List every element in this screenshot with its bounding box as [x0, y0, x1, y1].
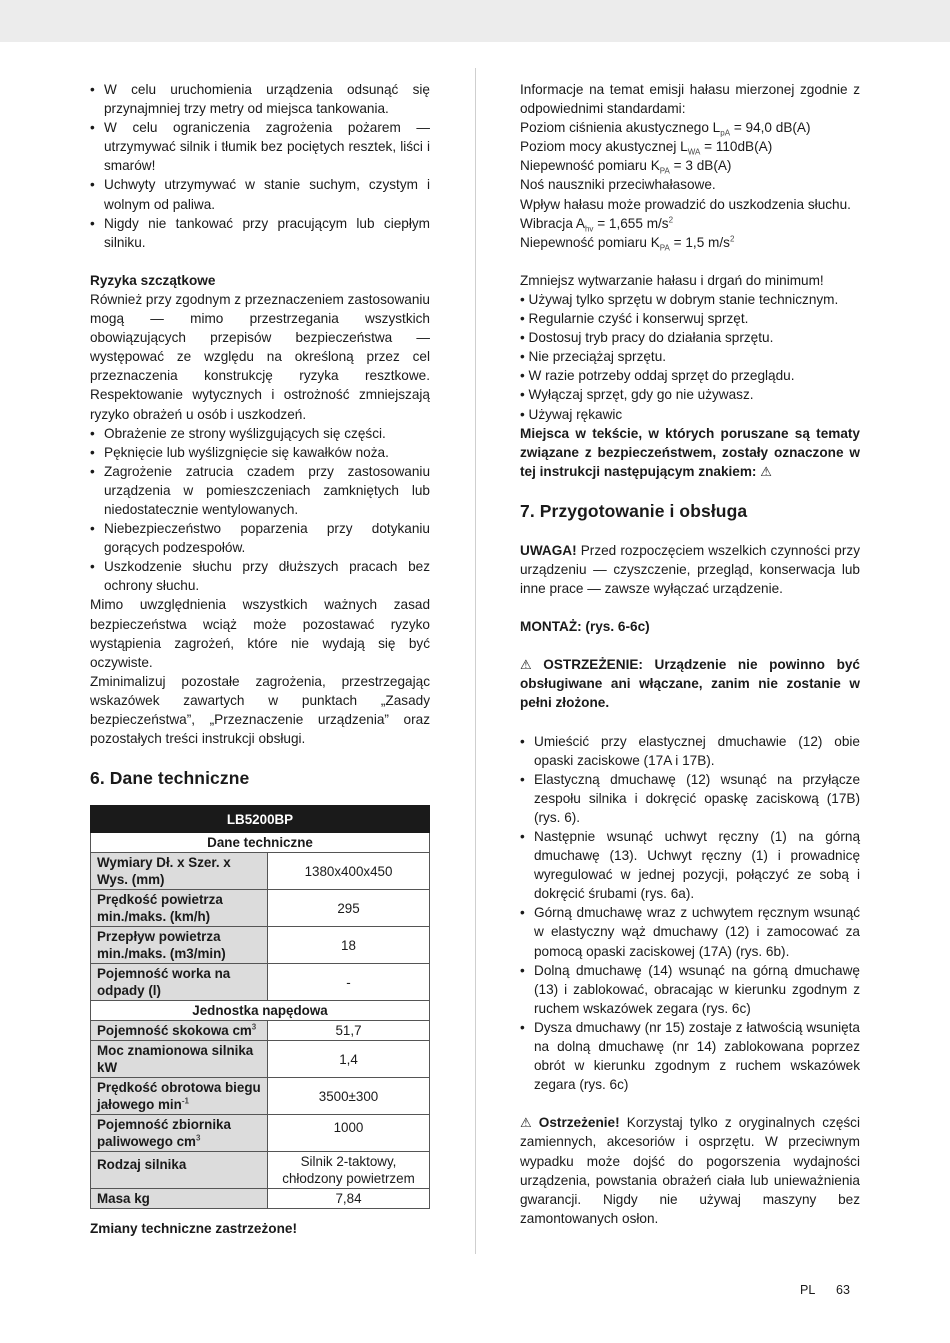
table-row — [91, 890, 430, 927]
safety-symbol-note: Miejsca w tekście, w których poruszane są tematy związane z bezpieczeństwem, zostały oznaczone w tej instrukcji następującym znakiem: ⚠ — [520, 424, 860, 481]
safety-bullets — [90, 80, 430, 252]
list-item: • Używaj rękawic — [520, 406, 623, 422]
list-item: • Uszkodzenie słuchu przy dłuższych pracach bez ochrony słuchu. — [90, 557, 430, 595]
warning-triangle-icon: ⚠ — [760, 463, 772, 479]
ear-protection-note: Noś nauszniki przeciwhałasowe. — [520, 177, 716, 193]
table-row — [91, 1021, 430, 1041]
noise-effect-note: Wpływ hałasu może prowadzić do uszkodzenia słuchu. — [520, 196, 851, 212]
table-section-header: Dane techniczne — [91, 833, 430, 853]
sound-pressure-level: Poziom ciśnienia akustycznego $L_{pA} = 94,0$ dB(A) — [520, 120, 811, 138]
table-section-header: Jednostka napędowa — [91, 1001, 430, 1021]
residual-risks-heading: Ryzyka szczątkowe — [90, 272, 216, 288]
sound-power-level: Poziom mocy akustycznej $L_{WA} = 110dB(A)$ — [520, 139, 773, 157]
list-item: • Dolną dmuchawę (14) wsunąć na górną dmuchawę (13) i zablokować, obracając w kierunku zgodnym z ruchem wskazówek zegara (rys. 6c) — [520, 961, 860, 1018]
spec-value: 7,84 — [268, 1189, 430, 1209]
noise-tips — [520, 290, 860, 424]
language-code: PL — [800, 1283, 816, 1297]
list-item: • Nigdy nie tankować przy pracującym lub ciepłym silniku. — [90, 214, 430, 252]
list-item: • Obrażenie ze strony wyślizgujących się części. — [90, 424, 430, 443]
list-item: • Umieścić przy elastycznej dmuchawie (12) obie opaski zaciskowe (17A i 17B). — [520, 732, 860, 770]
list-item: • Nie przeciążaj sprzętu. — [520, 349, 667, 365]
spec-label: Pojemność skokowa $cm^3$ — [91, 1021, 268, 1041]
spec-value: 18 — [268, 927, 430, 964]
right-column — [520, 80, 860, 1228]
spec-value: 51,7 — [268, 1021, 430, 1041]
residual-risks-list — [90, 424, 430, 596]
spec-label: Pojemność worka na odpady (l) — [91, 964, 268, 1001]
list-item: • Zagrożenie zatrucia czadem przy zastosowaniu urządzenia w pomieszczeniach zamkniętych lub niedostatecznie wentylowanych. — [90, 462, 430, 519]
list-item: • Wyłączaj sprzęt, gdy go nie używasz. — [520, 387, 754, 403]
list-item: • W celu ograniczenia zagrożenia pożarem — utrzymywać silnik i tłumik bez pociętych resztek, liści i smarów! — [90, 118, 430, 175]
table-row — [91, 927, 430, 964]
assembly-steps — [520, 732, 860, 1095]
spec-label: Rodzaj silnika — [91, 1152, 268, 1189]
spec-label: Pojemność zbiornika paliwowego $cm^3$ — [91, 1115, 268, 1152]
noise-intro: Informacje na temat emisji hałasu mierzonej zgodnie z odpowiednimi standardami: — [520, 82, 860, 117]
table-row — [91, 1189, 430, 1209]
list-item: • Niebezpieczeństwo poparzenia przy dotykaniu gorących podzespołów. — [90, 519, 430, 557]
minimize-risks-note: Zminimalizuj pozostałe zagrożenia, przestrzegając wskazówek zawartych w punktach „Zasady bezpieczeństwa”, „Przeznaczenie urządzenia” oraz pozostałych treści instrukcji obsługi. — [90, 673, 430, 747]
list-item: • Regularnie czyść i konserwuj sprzęt. — [520, 311, 749, 327]
top-header-band — [0, 0, 950, 42]
list-item: • Dysza dmuchawy (nr 15) zostaje z łatwością wsunięta na dolną dmuchawę (nr 14) zablokowana poprzez obrót w kierunku zgodnym z ruchem wskazówek zegara (rys. 6c) — [520, 1018, 860, 1094]
measurement-uncertainty: Niepewność pomiaru $K_{PA} = 3$ dB(A) — [520, 158, 732, 177]
table-row — [91, 1152, 430, 1189]
left-column — [90, 80, 430, 1238]
table-row — [91, 1041, 430, 1078]
section-6-title: 6. Dane techniczne — [90, 768, 250, 789]
page-number: 63 — [836, 1283, 850, 1297]
list-item: • Następnie wsunąć uchwyt ręczny (1) na górną dmuchawę (13). Uchwyt ręczny (1) i prowadnicę wyregulować w jednej pozycji, połączyć ze sobą i dokręcić śrubami (rys. 6a). — [520, 827, 860, 903]
assembly-warning: ⚠ OSTRZEŻENIE: Urządzenie nie powinno być obsługiwane ani włączane, zanim nie zostanie w pełni złożone. — [520, 657, 860, 711]
spec-label: Prędkość powietrza min./maks. (km/h) — [91, 890, 268, 927]
list-item: • Pęknięcie lub wyślizgnięcie się kawałków noża. — [90, 443, 430, 462]
list-item: • Uchwyty utrzymywać w stanie suchym, czystym i wolnym od paliwa. — [90, 175, 430, 213]
table-row — [91, 853, 430, 890]
spec-value: 3500±300 — [268, 1078, 430, 1115]
warning-triangle-icon: ⚠ — [520, 1115, 532, 1131]
spec-value: Silnik 2-taktowy, chłodzony powietrzem — [268, 1152, 430, 1189]
spec-label: Wymiary Dł. x Szer. x Wys. (mm) — [91, 853, 268, 890]
table-model-header: LB5200BP — [91, 806, 430, 833]
spec-label: Masa kg — [91, 1189, 268, 1209]
attention-note: UWAGA! Przed rozpoczęciem wszelkich czynności przy urządzeniu — czyszczenie, przegląd, konserwacja lub inne prace — zawsze wyłączać urządzenie. — [520, 542, 860, 597]
section-7-title: 7. Przygotowanie i obsługa — [520, 500, 748, 521]
table-row — [91, 1078, 430, 1115]
table-row — [91, 964, 430, 1001]
residual-risks-text: Również przy zgodnym z przeznaczeniem zastosowaniu mogą — mimo przestrzegania wszystkich obowiązujących przepisów bezpieczeństwa — występować ze względu na określoną przez cel przeznaczenia konstrukcję ryzyka resztkowe. Respektowanie wytycznych i ostrożność zmniejszają ryzyko obrażeń u osób i uszkodzeń. — [90, 291, 430, 422]
spec-label: Moc znamionowa silnika kW — [91, 1041, 268, 1078]
spec-label: Przepływ powietrza min./maks. (m3/min) — [91, 927, 268, 964]
spare-parts-warning: ⚠ Ostrzeżenie! Korzystaj tylko z oryginalnych części zamiennych, akcesoriów i osprzętu. W przeciwnym wypadku może dojść do pogorszenia wydajności urządzenia, powstania obrażeń ciała lub unieważnienia gwarancji. Nigdy nie używaj maszyny bez zamontowanych osłon. — [520, 1115, 861, 1226]
spec-label: Prędkość obrotowa biegu jałowego $\min^{-1}$ — [91, 1078, 268, 1115]
list-item: • Górną dmuchawę wraz z uchwytem ręcznym wsunąć w elastyczny wąż dmuchawy (12) i zamocować za pomocą opaski zaciskowej (17A) (rys. 6b). — [520, 903, 860, 960]
vibration-value: Wibracja $A_{hv} = 1,655$ $m/s^2$ — [520, 215, 674, 234]
spec-value: - — [268, 964, 430, 1001]
spec-value: 1000 — [268, 1115, 430, 1152]
technical-data-table — [90, 805, 430, 1209]
column-divider — [475, 68, 476, 1254]
list-item: • W razie potrzeby oddaj sprzęt do przeglądu. — [520, 368, 795, 384]
minimize-noise: Zmniejsz wytwarzanie hałasu i drgań do minimum! — [520, 272, 824, 288]
spec-value: 1380x400x450 — [268, 853, 430, 890]
vibration-uncertainty: Niepewność pomiaru $K_{PA} = 1,5$ $m/s^2$ — [520, 234, 735, 253]
spec-value: 1,4 — [268, 1041, 430, 1078]
spec-value: 295 — [268, 890, 430, 927]
list-item: • Używaj tylko sprzętu w dobrym stanie technicznym. — [520, 291, 839, 307]
list-item: • W celu uruchomienia urządzenia odsunąć się przynajmniej trzy metry od miejsca tankowania. — [90, 80, 430, 118]
assembly-heading: MONTAŻ: (rys. 6-6c) — [520, 619, 650, 635]
residual-risks-note: Mimo uwzględnienia wszystkich ważnych zasad bezpieczeństwa wciąż może pozostawać ryzyko wystąpienia zagrożeń, które nie wydają się być oczywiste. — [90, 597, 430, 670]
table-row — [91, 1115, 430, 1152]
list-item: • Elastyczną dmuchawę (12) wsunąć na przyłącze zespołu silnika i dokręcić opaskę zaciskową (17B) (rys. 6). — [520, 770, 860, 827]
list-item: • Dostosuj tryb pracy do działania sprzętu. — [520, 330, 774, 346]
technical-changes-note: Zmiany techniczne zastrzeżone! — [90, 1221, 297, 1237]
warning-triangle-icon: ⚠ — [520, 657, 532, 673]
